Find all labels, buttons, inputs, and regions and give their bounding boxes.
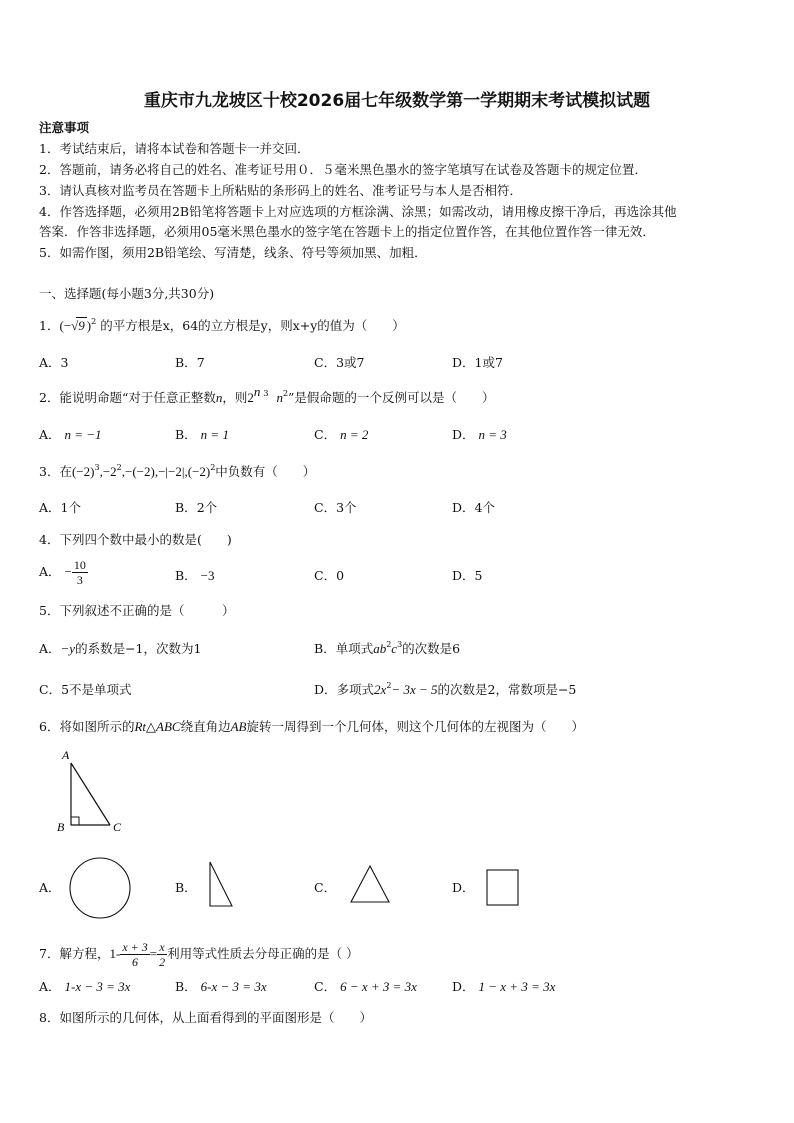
option-d: D． n = 3: [452, 427, 507, 442]
notice-item: 答案．作答非选择题，必须用05毫米黑色墨水的签字笔在答题卡上的指定位置作答，在其他位置作答一律无效．: [39, 224, 655, 239]
question-2: [39, 384, 495, 406]
question-number: 4．: [39, 532, 60, 547]
question-text: 下列叙述不正确的是（ ）: [59, 603, 235, 618]
q4-fraction: $\frac{10}{3}$: [73, 558, 86, 587]
option-b: B．2个: [175, 500, 218, 515]
question-3: [39, 464, 315, 480]
option-a: A．−y的系数是−1，次数为1: [39, 641, 202, 656]
question-text: 解方程，: [59, 946, 110, 961]
q2-n: n: [276, 390, 283, 405]
question-number: 3．: [39, 464, 60, 479]
q1-expr-open: (−: [59, 318, 72, 333]
q2-n-exponent: 2: [282, 389, 289, 398]
square-icon: [485, 868, 521, 908]
notice-heading: 注意事项: [39, 120, 90, 135]
q3-exponent: 2: [210, 463, 216, 472]
question-5: [39, 603, 234, 619]
right-triangle-icon: [206, 860, 236, 910]
notice-item: 4．作答选择题，必须用2B铅笔将答题卡上对应选项的方框涂满、涂黑；如需改动，请用橡皮擦干净后，再选涂其他: [39, 204, 677, 219]
vertex-label-c: C: [113, 820, 122, 834]
notice-item: 2．答题前，请务必将自己的姓名、准考证号用０．５毫米黑色墨水的签字笔填写在试卷及答题卡的规定位置．: [39, 162, 647, 177]
question-7: [39, 940, 359, 969]
question-8: [39, 1010, 372, 1026]
question-number: 5．: [39, 603, 60, 618]
option-b: B． −3: [175, 568, 215, 583]
question-1: [39, 317, 405, 334]
option-a: A．: [39, 880, 61, 895]
question-number: 1．: [39, 318, 60, 333]
option-a: A．1个: [39, 500, 81, 515]
section-heading: 一、选择题(每小题3分,共30分): [39, 286, 215, 301]
question-text: ”是假命题的一个反例可以是（ ）: [288, 390, 495, 405]
question-text: 绕直角边: [180, 719, 231, 734]
vertex-label-b: B: [57, 820, 65, 834]
q4-sign: −: [64, 564, 72, 579]
option-d: D．: [452, 880, 475, 895]
q2-exponent: n: [253, 384, 261, 399]
triangle-icon: [349, 864, 393, 906]
q5-var: −y: [60, 641, 76, 656]
option-b: B．7: [175, 355, 205, 370]
question-text: 如图所示的几何体，从上面看得到的平面图形是（ ）: [59, 1010, 372, 1025]
option-d: D．1或7: [452, 355, 503, 370]
option-c: C．3个: [314, 500, 357, 515]
notice-item: 3．请认真核对监考员在答题卡上所粘贴的条形码上的姓名、准考证号与本人是否相符．: [39, 183, 522, 198]
question-number: 2．: [39, 390, 60, 405]
q1-exponent: 2: [91, 317, 97, 326]
q2-base: 2: [247, 390, 254, 405]
question-text: ，则: [222, 390, 248, 405]
q3-exponent: 2: [116, 463, 122, 472]
notice-item: 5．如需作图，须用2B铅笔绘、写清楚，线条、符号等须加黑、加粗．: [39, 245, 427, 260]
notice-item: 1．考试结束后，请将本试卷和答题卡一并交回．: [39, 141, 310, 156]
question-text: 利用等式性质去分母正确的是（ ）: [167, 946, 359, 961]
question-number: 8．: [39, 1010, 60, 1025]
option-c: C．5不是单项式: [39, 682, 132, 697]
q7-term: 1-: [109, 946, 121, 961]
question-text: 能说明命题“对于任意正整数: [59, 390, 216, 405]
q2-var: n: [215, 390, 223, 405]
circle-icon: [68, 856, 132, 920]
option-d: D．4个: [452, 500, 495, 515]
option-d: D．5: [452, 568, 483, 583]
option-a: A． n = −1: [39, 427, 102, 442]
q3-expr: (−2): [71, 464, 95, 479]
option-b: B． n = 1: [175, 427, 229, 442]
q3-expr: ,−(−2),−|−2|,(−2): [121, 464, 211, 479]
page-title: 重庆市九龙坡区十校2026届七年级数学第一学期期末考试模拟试题: [143, 91, 651, 111]
q7-fraction-1: $\frac{x + 3}{6}$: [122, 940, 148, 969]
q1-radicand: 9: [78, 318, 85, 333]
question-number: 6．: [39, 719, 60, 734]
option-b: B． 6-x − 3 = 3x: [175, 979, 267, 994]
option-d: D．多项式$2x^2- 3x - 5$的次数是2，常数项是−5: [314, 681, 577, 697]
option-a: A． − $\frac{10}{3}$: [39, 558, 86, 587]
vertex-label-a: A: [62, 748, 70, 762]
sqrt-symbol: √: [71, 318, 79, 333]
option-b: B．单项式$ab^2c^3$的次数是6: [314, 640, 461, 656]
q2-gap: 3: [263, 389, 269, 398]
option-c: C． n = 2: [314, 427, 369, 442]
right-angle-mark: [71, 817, 79, 825]
q3-expr: ,−2: [99, 464, 117, 479]
q6-edge-name: AB: [230, 719, 247, 734]
question-text: 旋转一周得到一个几何体，则这个几何体的左视图为（ ）: [246, 719, 584, 734]
option-b: B．: [175, 880, 197, 895]
question-text: 的平方根是x，64的立方根是y，则x+y的值为（ ）: [100, 318, 405, 333]
question-text: 在: [59, 464, 72, 479]
question-text: 下列四个数中最小的数是( ): [59, 532, 232, 547]
question-6: [39, 719, 584, 735]
option-c: C．: [314, 880, 337, 895]
question-text: 将如图所示的: [59, 719, 135, 734]
edge-ac: [71, 763, 110, 825]
option-a: A． 1-x − 3 = 3x: [39, 979, 131, 994]
question-text: 中负数有（ ）: [215, 464, 316, 479]
q7-equals: =: [149, 946, 158, 961]
option-c: C． 6 − x + 3 = 3x: [314, 979, 417, 994]
option-c: C．3或7: [314, 355, 365, 370]
q7-fraction-2: $\frac{x}{2}$: [159, 940, 166, 969]
q1-expr-close: ): [86, 318, 92, 333]
option-c: C．0: [314, 568, 345, 583]
option-a: A．3: [39, 355, 69, 370]
q3-exponent: 3: [94, 463, 100, 472]
question-4: [39, 532, 232, 548]
option-d: D． 1 − x + 3 = 3x: [452, 979, 556, 994]
right-triangle-figure: [55, 745, 135, 840]
q6-triangle-name: Rt△ABC: [134, 719, 181, 734]
question-number: 7．: [39, 946, 60, 961]
